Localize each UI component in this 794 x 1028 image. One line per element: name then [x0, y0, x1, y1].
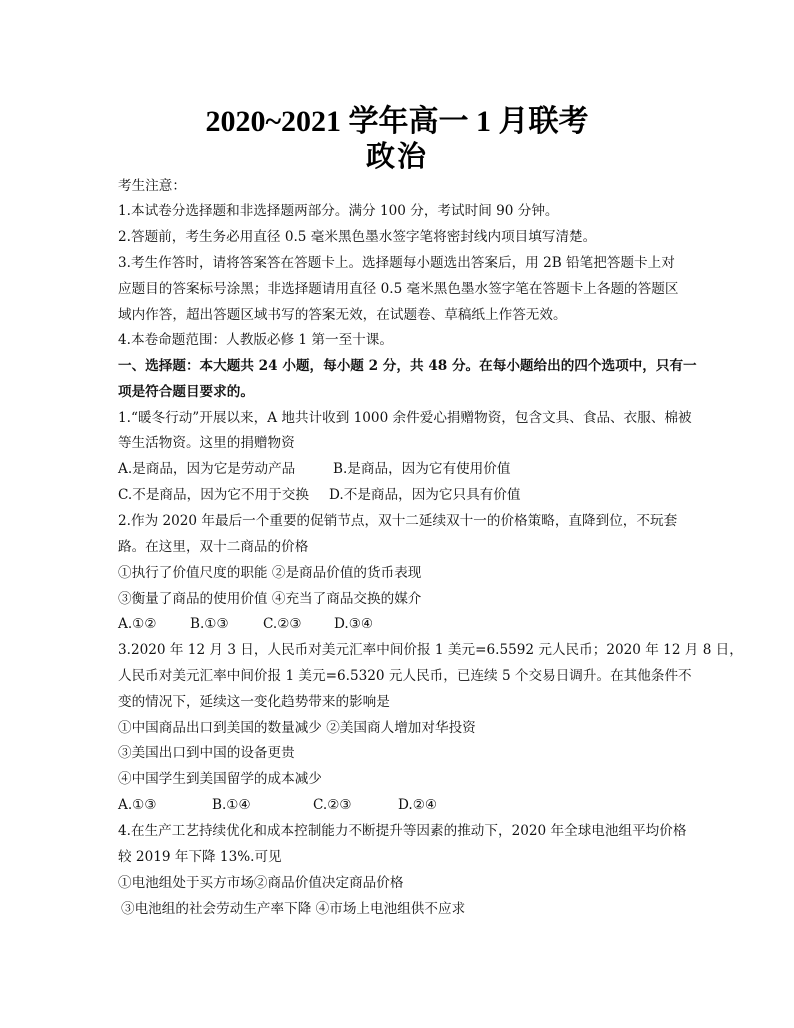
notice-item: 4.本卷命题范围：人教版必修 1 第一至十课。	[118, 332, 393, 348]
question-4-stem: 4.在生产工艺持续优化和成本控制能力不断提升等因素的推动下，2020 年全球电池组平均价格	[118, 823, 687, 839]
question-3-option-a: A.①③	[118, 797, 157, 813]
notice-heading: 考生注意：	[118, 178, 186, 194]
section-heading: 项是符合题目要求的。	[118, 384, 254, 400]
question-2-option-c: C.②③	[263, 616, 302, 632]
question-3-item: ④中国学生到美国留学的成本减少	[118, 771, 322, 787]
question-2-item: ③衡量了商品的使用价值 ④充当了商品交换的媒介	[118, 591, 422, 607]
question-4-item: ③电池组的社会劳动生产率下降 ④市场上电池组供不应求	[121, 901, 466, 917]
notice-item: 域内作答，超出答题区域书写的答案无效，在试题卷、草稿纸上作答无效。	[118, 307, 567, 323]
exam-subject: 政治	[365, 141, 428, 173]
question-3-stem: 3.2020 年 12 月 3 日，人民币对美元汇率中间价报 1 美元=6.5592 元人民币；2020 年 12 月 8 日，	[118, 642, 743, 658]
question-1-option-b: B.是商品，因为它有使用价值	[333, 461, 511, 477]
question-1-option-a: A.是商品，因为它是劳动产品	[118, 461, 296, 477]
question-4-stem: 较 2019 年下降 13%.可见	[118, 849, 282, 865]
question-3-stem: 人民币对美元汇率中间价报 1 美元=6.5320 元人民币，已连续 5 个交易日调升。在其他条件不	[118, 668, 692, 684]
question-3-option-d: D.②④	[398, 797, 438, 813]
question-3-stem: 变的情况下，延续这一变化趋势带来的影响是	[118, 694, 390, 710]
question-3-item: ①中国商品出口到美国的数量减少 ②美国商人增加对华投资	[118, 720, 476, 736]
exam-title: 2020~2021 学年高一 1 月联考	[205, 105, 589, 138]
question-2-item: ①执行了价值尺度的职能 ②是商品价值的货币表现	[118, 565, 422, 581]
notice-item: 1.本试卷分选择题和非选择题两部分。满分 100 分，考试时间 90 分钟。	[118, 203, 559, 219]
question-2-stem: 路。在这里，双十二商品的价格	[118, 539, 309, 555]
question-3-item: ③美国出口到中国的设备更贵	[118, 745, 295, 761]
notice-item: 应题目的答案标号涂黑；非选择题请用直径 0.5 毫米黑色墨水签字笔在答题卡上各题的答题区	[118, 281, 679, 297]
question-3-option-c: C.②③	[313, 797, 352, 813]
section-heading: 一、选择题：本大题共 24 小题，每小题 2 分，共 48 分。在每小题给出的四个选项中，只有一	[118, 358, 697, 374]
notice-item: 2.答题前，考生务必用直径 0.5 毫米黑色墨水签字笔将密封线内项目填写清楚。	[118, 229, 597, 245]
question-1-stem: 等生活物资。这里的捐赠物资	[118, 435, 295, 451]
question-2-stem: 2.作为 2020 年最后一个重要的促销节点，双十二延续双十一的价格策略，直降到位，不玩套	[118, 513, 678, 529]
question-2-option-d: D.③④	[334, 616, 374, 632]
question-2-option-a: A.①②	[118, 616, 157, 632]
question-4-item: ①电池组处于买方市场②商品价值决定商品价格	[118, 875, 404, 891]
question-1-stem: 1.“暖冬行动”开展以来，A 地共计收到 1000 余件爱心捐赠物资，包含文具、食品、衣服、棉被	[118, 410, 692, 426]
question-3-option-b: B.①④	[212, 797, 251, 813]
question-1-option-c: C.不是商品，因为它不用于交换	[118, 487, 309, 503]
question-1-option-d: D.不是商品，因为它只具有价值	[329, 487, 521, 503]
question-2-option-b: B.①③	[190, 616, 229, 632]
notice-item: 3.考生作答时，请将答案答在答题卡上。选择题每小题选出答案后，用 2B 铅笔把答题卡上对	[118, 255, 675, 271]
